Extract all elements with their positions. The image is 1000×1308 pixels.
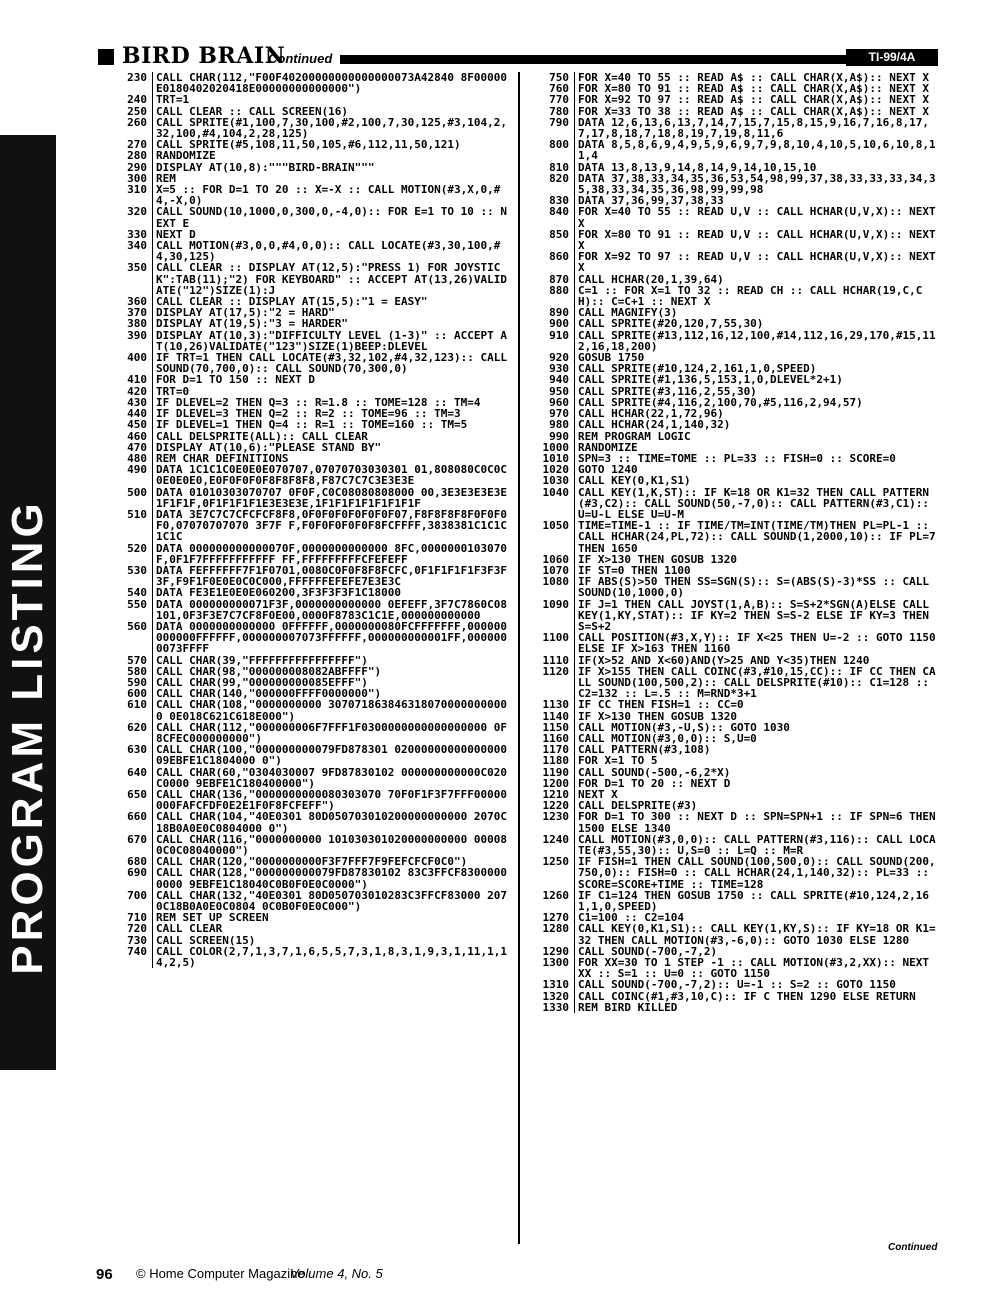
- listing-line: [108, 318, 508, 329]
- listing-column-left: [108, 71, 514, 1244]
- line-number: 1300: [542, 956, 569, 970]
- line-number: 720: [127, 922, 147, 936]
- article-title: BIRD BRAIN: [122, 43, 286, 69]
- listing-line: [108, 890, 508, 912]
- listing-line: [530, 475, 938, 486]
- listing-line: [108, 722, 508, 744]
- line-number: 1200: [542, 776, 569, 790]
- listing-line: [108, 351, 514, 376]
- line-code: DATA 37,36,99,37,38,33: [574, 195, 938, 206]
- line-number: 1150: [542, 720, 569, 734]
- line-number: 330: [127, 227, 147, 241]
- listing-line: [530, 834, 938, 856]
- listing-line: [530, 227, 943, 253]
- line-number: 430: [127, 395, 147, 409]
- line-number: 1070: [542, 563, 569, 577]
- line-code: CALL SPRITE(#1,136,5,153,1,0,DLEVEL*2+1): [574, 374, 938, 385]
- line-number: 940: [549, 373, 569, 387]
- listing-line: [530, 755, 938, 766]
- listing-line: [108, 867, 508, 889]
- line-code: CALL COLOR(2,7,1,3,7,1,6,5,5,7,3,1,8,3,1,9,3,1,11,1,14,2,5): [152, 946, 508, 968]
- line-code: CALL MOTION(#3,-U,S):: GOTO 1030: [574, 722, 938, 733]
- line-code: IF(X>52 AND X<60)AND(Y>25 AND Y<35)THEN 1240: [574, 655, 938, 666]
- line-code: CALL SPRITE(#1,100,7,30,100,#2,100,7,30,125,#3,104,2,32,100,#4,104,2,28,125): [152, 117, 508, 139]
- line-number: 1050: [542, 519, 569, 533]
- line-code: CALL MOTION(#3,0,0):: CALL PATTERN(#3,116):: CALL LOCATE(#3,55,30):: U,S=0 :: L=Q :: M=R: [574, 834, 938, 856]
- line-code: CALL HCHAR(24,1,140,32): [574, 419, 938, 430]
- line-number: 1120: [542, 664, 569, 678]
- line-code: IF J=1 THEN CALL JOYST(1,A,B):: S=S+2*SGN(A)ELSE CALL KEY(1,KY,STAT):: IF KY=2 THEN S=S-2 ELSE IF KY=3 THEN S=S+2: [574, 599, 938, 633]
- line-code: RANDOMIZE: [152, 150, 508, 161]
- listing-line: [108, 419, 508, 430]
- line-number: 910: [549, 328, 569, 342]
- line-number: 820: [549, 171, 569, 185]
- line-code: IF C1=124 THEN GOSUB 1750 :: CALL SPRITE(#10,124,2,161,1,0,SPEED): [574, 890, 938, 912]
- line-number: 740: [127, 944, 147, 958]
- continued-label: Continued: [268, 51, 333, 66]
- line-code: CALL KEY(0,K1,S1):: CALL KEY(1,KY,S):: IF KY=18 OR K1=32 THEN CALL MOTION(#3,-6,0):: GOTO 1030 ELSE 1280: [574, 923, 938, 945]
- line-code: IF X>155 THEN CALL COINC(#3,#10,15,CC):: IF CC THEN CALL SOUND(100,500,2):: CALL DELSPRITE(#10):: C1=128 :: C2=132 :: L=.5 :: M=RND*3+1: [574, 666, 938, 700]
- line-number: 410: [127, 373, 147, 387]
- listing-line: [530, 487, 938, 521]
- line-number: 930: [549, 362, 569, 376]
- line-number: 530: [127, 563, 147, 577]
- line-code: DATA 8,5,8,6,9,4,9,5,9,6,9,7,9,8,10,4,10,5,10,6,10,8,11,4: [574, 139, 938, 161]
- line-number: 1170: [542, 743, 569, 757]
- line-number: 840: [549, 205, 569, 219]
- line-number: 340: [127, 239, 147, 253]
- line-number: 860: [549, 250, 569, 264]
- line-code: FOR D=1 TO 150 :: NEXT D: [152, 374, 508, 385]
- line-code: CALL CHAR(39,"FFFFFFFFFFFFFFFF"): [152, 655, 508, 666]
- line-code: CALL SOUND(-700,-7,2):: U=-1 :: S=2 :: GOTO 1150: [574, 979, 938, 990]
- line-code: CALL MAGNIFY(3): [574, 307, 938, 318]
- line-number: 370: [127, 306, 147, 320]
- line-code: CALL SOUND(-700,-7,2): [574, 946, 938, 957]
- listing-line: [108, 240, 508, 262]
- line-number: 690: [127, 866, 147, 880]
- line-number: 980: [549, 418, 569, 432]
- line-code: X=5 :: FOR D=1 TO 20 :: X=-X :: CALL MOTION(#3,X,0,#4,-X,0): [152, 184, 508, 206]
- listing-line: [530, 519, 943, 555]
- line-code: CALL POSITION(#3,X,Y):: IF X<25 THEN U=-2 :: GOTO 1150 ELSE IF X>163 THEN 1160: [574, 632, 938, 654]
- line-number: 660: [127, 810, 147, 824]
- line-code: FOR X=92 TO 97 :: READ U,V :: CALL HCHAR(U,V,X):: NEXT X: [574, 251, 938, 273]
- listing-line: [530, 318, 938, 329]
- line-number: 1010: [542, 451, 569, 465]
- line-code: CALL CHAR(99,"000000000085EFFF"): [152, 677, 508, 688]
- line-number: 1310: [542, 978, 569, 992]
- line-code: DATA 1C1C1C0E0E0E070707,07070703030301 01,808080C0C0C0E0E0E0,E0F0F0F0F8F8F8F8,F87C7C7C3E3E3E: [152, 464, 508, 486]
- line-number: 1270: [542, 911, 569, 925]
- line-code: CALL DELSPRITE(#3): [574, 800, 938, 811]
- line-number: 1140: [542, 709, 569, 723]
- line-number: 990: [549, 429, 569, 443]
- line-code: DATA 12,6,13,6,13,7,14,7,15,7,15,8,15,9,16,7,16,8,17,7,17,8,18,7,18,8,19,7,19,8,11,6: [574, 117, 938, 139]
- listing-column-right: [530, 71, 943, 1244]
- line-code: CALL CHAR(108,"0000000000 3070718638463180700000000000 0E018C621C618E000"): [152, 699, 508, 721]
- listing-line: [108, 117, 508, 139]
- line-code: FOR X=80 TO 91 :: READ U,V :: CALL HCHAR(U,V,X):: NEXT X: [574, 229, 938, 251]
- listing-line: [530, 957, 938, 979]
- listing-line: [530, 699, 938, 710]
- line-number: 320: [127, 205, 147, 219]
- line-code: IF ABS(S)>50 THEN SS=SGN(S):: S=(ABS(S)-3)*SS :: CALL SOUND(10,1000,0): [574, 576, 938, 598]
- line-number: 1130: [542, 698, 569, 712]
- line-number: 1000: [542, 440, 569, 454]
- listing-line: [108, 767, 508, 789]
- line-number: 570: [127, 653, 147, 667]
- line-number: 1160: [542, 731, 569, 745]
- line-number: 290: [127, 160, 147, 174]
- listing-line: [108, 72, 508, 94]
- listing-line: [108, 184, 508, 206]
- volume-info: Volume 4, No. 5: [290, 1266, 383, 1281]
- line-number: 670: [127, 832, 147, 846]
- listing-line: [530, 250, 943, 275]
- line-number: 350: [127, 261, 147, 275]
- line-code: FOR X=40 TO 55 :: READ A$ :: CALL CHAR(X,A$):: NEXT X: [574, 72, 938, 83]
- line-number: 710: [127, 911, 147, 925]
- listing-line: [530, 117, 938, 139]
- line-number: 1250: [542, 855, 569, 869]
- line-number: 540: [127, 586, 147, 600]
- listing-line: [108, 599, 508, 621]
- listing-line: [108, 150, 508, 161]
- listing-line: [108, 464, 508, 486]
- page-number: 96: [96, 1266, 113, 1283]
- line-number: 1330: [542, 1000, 569, 1014]
- side-strip: [0, 135, 56, 1070]
- line-number: 880: [549, 283, 569, 297]
- line-code: IF DLEVEL=2 THEN Q=3 :: R=1.8 :: TOME=128 :: TM=4: [152, 397, 508, 408]
- line-number: 380: [127, 317, 147, 331]
- line-code: CALL CHAR(60,"0304030007 9FD87830102 000000000000C020C0000 9EBFE1C180400000"): [152, 767, 508, 789]
- line-number: 900: [549, 317, 569, 331]
- line-code: CALL CHAR(98,"000000008082ABFFFF"): [152, 666, 508, 677]
- line-number: 230: [127, 71, 147, 84]
- line-number: 810: [549, 160, 569, 174]
- line-code: CALL KEY(0,K1,S1): [574, 475, 938, 486]
- line-number: 1190: [542, 765, 569, 779]
- magazine-name: © Home Computer Magazine: [136, 1266, 305, 1281]
- line-number: 1320: [542, 989, 569, 1003]
- line-code: DATA 37,38,33,34,35,36,53,54,98,99,37,38,33,33,33,34,35,38,33,34,35,36,98,99,99,98: [574, 173, 938, 195]
- line-code: CALL CHAR(100,"000000000079FD878301 0200000000000000009EBFE1C1804000 0"): [152, 744, 508, 766]
- line-code: FOR D=1 TO 20 :: NEXT D: [574, 778, 938, 789]
- line-number: 960: [549, 395, 569, 409]
- header-square: [98, 49, 114, 65]
- listing-line: [530, 979, 938, 990]
- listing-line: [530, 285, 938, 307]
- line-code: CALL PATTERN(#3,108): [574, 744, 938, 755]
- line-number: 640: [127, 765, 147, 779]
- line-code: REM PROGRAM LOGIC: [574, 431, 938, 442]
- bottom-continued-label: Continued: [888, 1242, 938, 1253]
- line-number: 500: [127, 485, 147, 499]
- line-number: 830: [549, 194, 569, 208]
- line-code: CALL CHAR(116,"0000000000 101030301020000000000 000080C0C08040000"): [152, 834, 508, 856]
- line-code: IF X>130 THEN GOSUB 1320: [574, 554, 938, 565]
- listing-line: [108, 543, 508, 565]
- line-number: 790: [549, 115, 569, 129]
- line-number: 520: [127, 541, 147, 555]
- line-code: CALL CLEAR :: CALL SCREEN(16): [152, 106, 508, 117]
- listing-line: [530, 1002, 938, 1013]
- line-code: DISPLAY AT(17,5):"2 = HARD": [152, 307, 508, 318]
- listing-line: [530, 810, 943, 835]
- line-number: 480: [127, 451, 147, 465]
- line-code: CALL DELSPRITE(ALL):: CALL CLEAR: [152, 431, 508, 442]
- line-number: 870: [549, 272, 569, 286]
- listing-line: [530, 631, 943, 656]
- line-number: 890: [549, 306, 569, 320]
- listing-line: [108, 811, 508, 833]
- line-code: DATA 3E7C7C7CFCFCF8F8,0F0F0F0F0F0F0F07,F8F8F8F8F0F0F0F0,07070707070 3F7F F,F0F0F0F0F0F8FCFFFF,3838381C1C1C1C1C: [152, 509, 508, 543]
- listing-line: [108, 587, 508, 598]
- line-number: 1210: [542, 788, 569, 801]
- listing-line: [108, 565, 508, 587]
- line-code: CALL SPRITE(#13,112,16,12,100,#14,112,16,29,170,#15,112,16,18,200): [574, 330, 938, 352]
- line-number: 250: [127, 104, 147, 118]
- line-number: 1230: [542, 810, 569, 824]
- line-code: CALL CHAR(128,"000000000079FD87830102 83C3FFCF83000000000 9EBFE1C18040C0B0F0E0C0000"): [152, 867, 508, 889]
- line-number: 630: [127, 743, 147, 757]
- line-number: 1080: [542, 575, 569, 589]
- line-number: 470: [127, 440, 147, 454]
- listing-line: [530, 330, 938, 352]
- line-code: CALL SPRITE(#20,120,7,55,30): [574, 318, 938, 329]
- line-number: 490: [127, 463, 147, 477]
- line-code: IF FISH=1 THEN CALL SOUND(100,500,0):: CALL SOUND(200,750,0):: FISH=0 :: CALL HCHAR(24,1,140,32):: PL=33 :: SCORE=SCORE+TIME :: TIME=128: [574, 856, 938, 890]
- line-code: DISPLAY AT(10,8):"""BIRD-BRAIN""": [152, 162, 508, 173]
- line-number: 1100: [542, 631, 569, 645]
- side-label: PROGRAM LISTING: [3, 499, 52, 975]
- line-code: CALL CLEAR :: DISPLAY AT(15,5):"1 = EASY": [152, 296, 508, 307]
- line-number: 460: [127, 429, 147, 443]
- line-code: FOR XX=30 TO 1 STEP -1 :: CALL MOTION(#3,2,XX):: NEXT XX :: S=1 :: U=0 :: GOTO 1150: [574, 957, 938, 979]
- line-code: DISPLAY AT(19,5):"3 = HARDER": [152, 318, 508, 329]
- line-code: NEXT D: [152, 229, 508, 240]
- line-number: 1180: [542, 754, 569, 768]
- line-code: CALL SCREEN(15): [152, 935, 508, 946]
- line-code: REM: [152, 173, 508, 184]
- line-number: 1110: [542, 653, 569, 667]
- listing-line: [530, 139, 938, 161]
- line-number: 650: [127, 788, 147, 801]
- line-number: 300: [127, 171, 147, 185]
- line-code: IF DLEVEL=1 THEN Q=4 :: R=1 :: TOME=160 :: TM=5: [152, 419, 508, 430]
- listing-line: [530, 576, 938, 598]
- line-code: FOR X=40 TO 55 :: READ U,V :: CALL HCHAR(U,V,X):: NEXT X: [574, 206, 938, 228]
- line-code: FOR X=33 TO 38 :: READ A$ :: CALL CHAR(X,A$):: NEXT X: [574, 106, 938, 117]
- line-code: DATA 000000000071F3F,0000000000000 0EFEFF,3F7C7860C08101,0F3F3E7C7CF8F0E00,0000F8783C1C1E,000000000000: [152, 599, 508, 621]
- line-code: CALL SOUND(-500,-6,2*X): [574, 767, 938, 778]
- listing-line: [530, 94, 938, 105]
- line-code: CALL KEY(1,K,ST):: IF K=18 OR K1=32 THEN CALL PATTERN(#3,C2):: CALL SOUND(50,-7,0):: CALL PATTERN(#3,C1):: U=U-L ELSE U=U-M: [574, 487, 938, 521]
- listing-line: [108, 946, 508, 968]
- line-code: FOR X=1 TO 5: [574, 755, 938, 766]
- line-number: 1060: [542, 552, 569, 566]
- listing-line: [530, 173, 938, 195]
- line-number: 1090: [542, 597, 569, 611]
- line-number: 510: [127, 507, 147, 521]
- listing-line: [108, 374, 508, 385]
- line-number: 1280: [542, 922, 569, 936]
- line-number: 730: [127, 933, 147, 947]
- line-number: 1260: [542, 888, 569, 902]
- line-code: IF X>130 THEN GOSUB 1320: [574, 711, 938, 722]
- line-code: DATA FEFFFFFF7F1F0701,0080C0F0F8F8FCFC,0F1F1F1F1F3F3F3F,F9F1F0E0E0C0C000,FFFFFFEFEFE7E3E3C: [152, 565, 508, 587]
- listing-line: [108, 923, 508, 934]
- line-code: CALL SPRITE(#5,108,11,50,105,#6,112,11,50,121): [152, 139, 508, 150]
- line-number: 970: [549, 407, 569, 421]
- line-number: 260: [127, 115, 147, 129]
- line-code: CALL HCHAR(22,1,72,96): [574, 408, 938, 419]
- line-number: 360: [127, 295, 147, 309]
- line-number: 450: [127, 418, 147, 432]
- line-code: CALL CHAR(140,"000000FFFF0000000"): [152, 688, 508, 699]
- line-number: 680: [127, 855, 147, 869]
- listing-line: [108, 206, 508, 228]
- line-code: DISPLAY AT(10,6):"PLEASE STAND BY": [152, 442, 508, 453]
- listing-line: [108, 94, 508, 105]
- line-code: CALL CHAR(112,"000000006F7FFF1F0300000000000000000 0F8CFEC000000000"): [152, 722, 508, 744]
- listing-line: [108, 509, 508, 543]
- line-number: 280: [127, 149, 147, 163]
- line-code: IF TRT=1 THEN CALL LOCATE(#3,32,102,#4,32,123):: CALL SOUND(70,700,0):: CALL SOUND(70,300,0): [152, 352, 508, 374]
- line-code: CALL SPRITE(#4,116,2,100,70,#5,116,2,94,57): [574, 397, 938, 408]
- listing-line: [530, 599, 938, 633]
- column-divider: [518, 72, 520, 1244]
- listing-line: [108, 699, 508, 721]
- line-number: 950: [549, 384, 569, 398]
- line-number: 610: [127, 698, 147, 712]
- line-code: REM BIRD KILLED: [574, 1002, 938, 1013]
- line-code: REM SET UP SCREEN: [152, 912, 508, 923]
- line-code: IF ST=0 THEN 1100: [574, 565, 938, 576]
- line-code: CALL CHAR(104,"40E0301 80D050703010200000000000 2070C18B0A0E0C0804000 0"): [152, 811, 508, 833]
- line-code: DATA 13,8,13,9,14,8,14,9,14,10,15,10: [574, 162, 938, 173]
- line-code: CALL MOTION(#3,0,0,#4,0,0):: CALL LOCATE(#3,30,100,#4,30,125): [152, 240, 508, 262]
- listing-line: [108, 744, 508, 766]
- listing-line: [530, 890, 938, 912]
- listing-line: [108, 330, 508, 352]
- header-rule: [340, 55, 846, 64]
- listing-line: [530, 923, 938, 945]
- line-code: CALL HCHAR(20,1,39,64): [574, 274, 938, 285]
- line-code: IF DLEVEL=3 THEN Q=2 :: R=2 :: TOME=96 :: TM=3: [152, 408, 508, 419]
- line-code: CALL MOTION(#3,0,0):: S,U=0: [574, 733, 938, 744]
- line-number: 1240: [542, 832, 569, 846]
- listing-line: [530, 419, 938, 430]
- line-number: 780: [549, 104, 569, 118]
- line-number: 390: [127, 328, 147, 342]
- listing-line: [108, 621, 508, 655]
- system-tab: TI-99/4A: [846, 49, 938, 66]
- line-code: TRT=0: [152, 386, 508, 397]
- line-code: TRT=1: [152, 94, 508, 105]
- listing-line: [108, 487, 508, 509]
- line-number: 310: [127, 183, 147, 197]
- line-number: 270: [127, 138, 147, 152]
- line-code: TIME=TIME-1 :: IF TIME/TM=INT(TIME/TM)THEN PL=PL-1 :: CALL HCHAR(24,PL,72):: CALL SOUND(1,2000,10):: IF PL=7 THEN 1650: [574, 520, 938, 554]
- listing-line: [108, 789, 508, 811]
- line-number: 770: [549, 93, 569, 107]
- line-number: 440: [127, 407, 147, 421]
- line-code: SPN=3 :: TIME=TOME :: PL=33 :: FISH=0 :: SCORE=0: [574, 453, 938, 464]
- line-code: CALL SPRITE(#3,116,2,55,30): [574, 386, 938, 397]
- line-code: CALL SPRITE(#10,124,2,161,1,0,SPEED): [574, 363, 938, 374]
- line-code: REM CHAR DEFINITIONS: [152, 453, 508, 464]
- line-code: DISPLAY AT(10,3):"DIFFICULTY LEVEL (1-3)" :: ACCEPT AT(10,26)VALIDATE("123")SIZE(1)BEEP:DLEVEL: [152, 330, 508, 352]
- line-code: RANDOMIZE: [574, 442, 938, 453]
- line-number: 1030: [542, 474, 569, 488]
- line-number: 920: [549, 351, 569, 365]
- line-number: 850: [549, 227, 569, 241]
- listing-line: [530, 374, 938, 385]
- line-number: 590: [127, 675, 147, 689]
- line-code: FOR X=80 TO 91 :: READ A$ :: CALL CHAR(X,A$):: NEXT X: [574, 83, 938, 94]
- line-number: 620: [127, 720, 147, 734]
- line-code: CALL CHAR(132,"40E0301 80D050703010283C3FFCF83000 2070C18B0A0E0C0804 0C0B0F0E0C000"): [152, 890, 508, 912]
- line-code: C1=100 :: C2=104: [574, 912, 938, 923]
- line-number: 580: [127, 664, 147, 678]
- line-code: CALL CHAR(112,"F00F40200000000000000073A42840 8F00000E0180402020418E00000000000000"): [152, 72, 508, 94]
- listing-line: [530, 666, 938, 700]
- line-code: C=1 :: FOR X=1 TO 32 :: READ CH :: CALL HCHAR(19,C,CH):: C=C+1 :: NEXT X: [574, 285, 938, 307]
- line-number: 550: [127, 597, 147, 611]
- line-code: CALL COINC(#1,#3,10,C):: IF C THEN 1290 ELSE RETURN: [574, 991, 938, 1002]
- line-code: CALL CLEAR :: DISPLAY AT(12,5):"PRESS 1) FOR JOYSTICK":TAB(11);"2) FOR KEYBOARD" :: ACCEPT AT(13,26)VALIDATE("12")SIZE(1):J: [152, 262, 508, 296]
- line-code: CALL CHAR(136,"0000000000080303070 70F0F1F3F7FFF00000000FAFCFDF0E2E1F0F8FCFEFF"): [152, 789, 508, 811]
- line-number: 1040: [542, 485, 569, 499]
- line-number: 420: [127, 384, 147, 398]
- line-code: CALL CHAR(120,"0000000000F3F7FFF7F9FEFCFCF0C0"): [152, 856, 508, 867]
- listing-line: [108, 834, 508, 856]
- line-number: 600: [127, 687, 147, 701]
- listing-line: [530, 205, 943, 230]
- line-number: 560: [127, 619, 147, 633]
- line-number: 1220: [542, 799, 569, 813]
- line-code: FOR X=92 TO 97 :: READ A$ :: CALL CHAR(X,A$):: NEXT X: [574, 94, 938, 105]
- listing-line: [530, 856, 938, 890]
- line-code: GOTO 1240: [574, 464, 938, 475]
- line-number: 800: [549, 138, 569, 152]
- line-number: 400: [127, 351, 147, 365]
- line-number: 760: [549, 82, 569, 96]
- line-code: NEXT X: [574, 789, 938, 800]
- line-number: 240: [127, 93, 147, 107]
- line-code: GOSUB 1750: [574, 352, 938, 363]
- line-code: CALL SOUND(10,1000,0,300,0,-4,0):: FOR E=1 TO 10 :: NEXT E: [152, 206, 508, 228]
- line-number: 1290: [542, 944, 569, 958]
- line-code: CALL CLEAR: [152, 923, 508, 934]
- line-code: DATA 01010303070707 0F0F,C0C08080808000 00,3E3E3E3E3E1F1F1F,0F1F1F1F1E3E3E3E,1F1F1F1F1F1F1F1F: [152, 487, 508, 509]
- line-number: 700: [127, 888, 147, 902]
- line-number: 750: [549, 71, 569, 84]
- line-code: IF CC THEN FISH=1 :: CC=0: [574, 699, 938, 710]
- line-number: 1020: [542, 463, 569, 477]
- line-code: DATA 0000000000000 0FFFFFF,0000000080FCFFFFFFF,000000000000FFFFFF,000000007073FFFFFF,000000000001FF,0000000073FFFF: [152, 621, 508, 655]
- line-code: DATA 000000000000070F,0000000000000 8FC,0000000103070F,0F1F7FFFFFFFFFFF FF,FFFFFFFFFCFEFEFF: [152, 543, 508, 565]
- line-code: DATA FE3E1E0E0E060200,3F3F3F3F1C18000: [152, 587, 508, 598]
- listing-line: [108, 262, 508, 296]
- line-code: FOR D=1 TO 300 :: NEXT D :: SPN=SPN+1 :: IF SPN=6 THEN 1500 ELSE 1340: [574, 811, 938, 833]
